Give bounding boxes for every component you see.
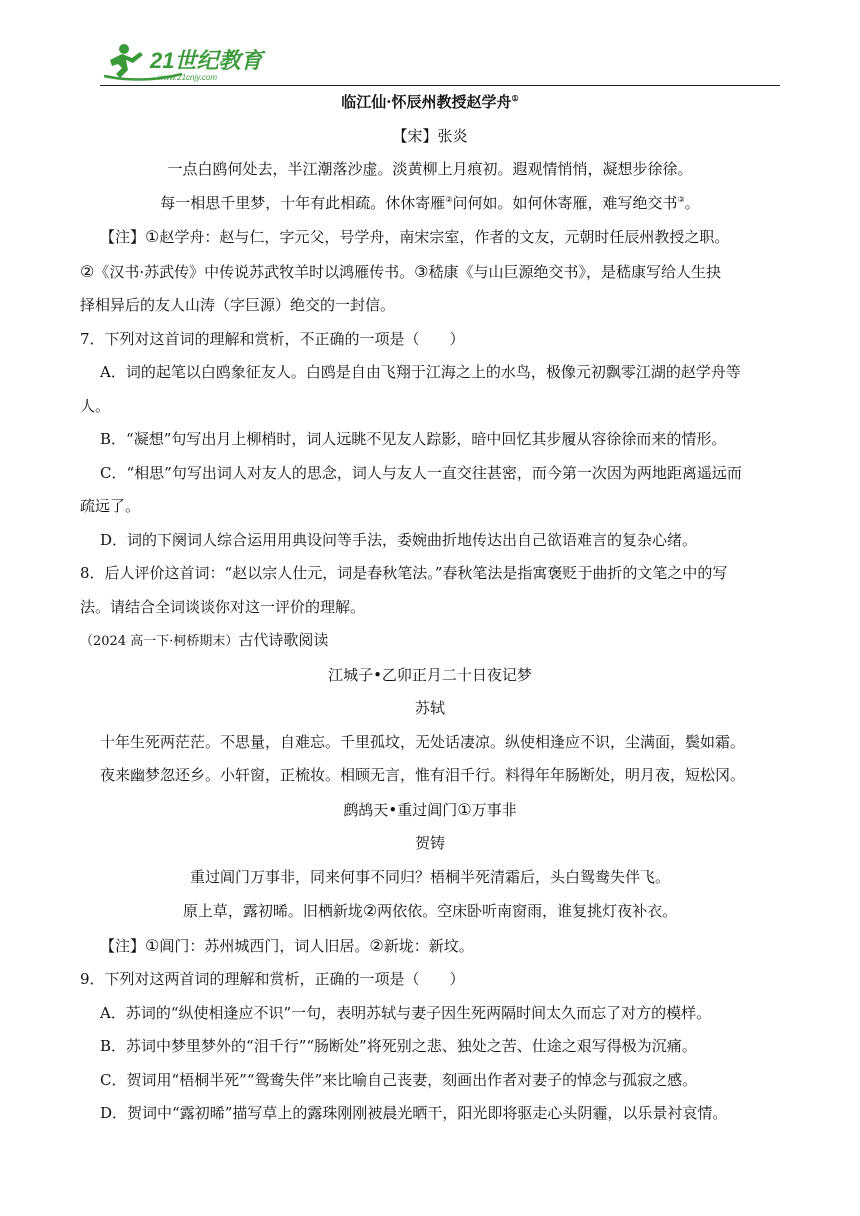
source-text: 古代诗歌阅读	[238, 631, 329, 649]
poem1-title	[80, 86, 780, 120]
q7-option-a-cont: 人。	[80, 396, 111, 415]
question-8-line-2: 法。请结合全词谈谈你对这一评价的理解。	[80, 597, 366, 616]
poem3-note-text-1: 阊门：苏州城西门，词人旧居。	[159, 936, 370, 955]
poem1-line-2-part-c: 。	[684, 193, 700, 212]
poem3-note-marker-2: ②	[369, 935, 384, 955]
poem3-notes	[80, 929, 780, 964]
poem3-title	[80, 793, 780, 828]
q9-option-d: D．贺词中“露初晞”描写草上的露珠刚刚被晨光晒干，阳光即将驱走心头阴霾，以乐景衬哀情。	[100, 1104, 728, 1122]
poem1-line-2	[80, 187, 780, 221]
note-marker-1: ①	[145, 227, 160, 246]
q7-option-b: B．“凝想”句写出月上柳梢时，词人远眺不见友人踪影，暗中回忆其步履从容徐徐而来的情形。	[100, 430, 727, 448]
poem1-author: 【宋】张炎	[392, 126, 468, 145]
q9-option-b: B．苏词中梦里梦外的“泪千行”“肠断处”将死别之悲、独处之苦、仕途之艰写得极为沉痛。	[100, 1037, 697, 1055]
svg-text:www.21cnjy.com: www.21cnjy.com	[158, 73, 217, 82]
runner-logo-icon	[102, 40, 292, 84]
poem3-line-2-part-a: 原上草，露初晞。旧栖新垅	[182, 902, 363, 920]
document-body	[80, 86, 780, 1131]
q7-option-d: D．词的下阕词人综合运用用典设问等手法，委婉曲折地传达出自己欲语难言的复杂心绪。	[100, 530, 698, 549]
note-text-1: 赵学舟：赵与仁，字元父，号学舟，南宋宗室，作者的文友，元朝时任辰州教授之职。	[159, 228, 730, 246]
q7-option-a: A．词的起笔以白鸥象征友人。白鸥是自由飞翔于江海之上的水鸟，极像元初飘零江湖的赵学舟等	[100, 363, 741, 381]
note-text-2: 《汉书·苏武传》中传说苏武牧羊时以鸿雁传书。	[94, 262, 415, 281]
poem3-title-marker: ①	[457, 799, 472, 819]
poem2-title: 江城子•乙卯正月二十日夜记梦	[328, 665, 532, 684]
poem2-line-1: 十年生死两茫茫。不思量，自难忘。千里孤坟，无处话凄凉。纵使相逢应不识，尘满面，鬓如霜。	[100, 732, 746, 751]
poem3-note-label: 【注】	[100, 936, 146, 955]
svg-text:21世纪教育: 21世纪教育	[150, 48, 263, 73]
q7-option-c: C．“相思”句写出词人对友人的思念，词人与友人一直交往甚密，而今第一次因为两地距离遥远而	[100, 463, 742, 482]
note-label: 【注】	[100, 228, 146, 246]
poem3-note-marker-1: ①	[145, 935, 160, 955]
note-text-3: 嵇康《与山巨源绝交书》，是嵇康写给人生抉	[428, 262, 721, 281]
poem1-title-note: ①	[511, 93, 519, 103]
poem1-footnote-ref-2: ②	[445, 194, 453, 204]
poem2-author: 苏轼	[414, 699, 445, 717]
poem3-title-part-b: 万事非	[471, 800, 517, 819]
q9-option-c: C．贺词用“梧桐半死”“鸳鸯失伴”来比喻自己丧妻，刻画出作者对妻子的悼念与孤寂之感。	[100, 1070, 698, 1089]
poem3-line-2	[80, 894, 780, 929]
poem1-note-line-1	[80, 220, 780, 255]
poem3-line-2-marker: ②	[362, 901, 378, 920]
poem1-note-line-3: 择相异后的友人山涛（字巨源）绝交的一封信。	[80, 296, 396, 314]
poem3-line-1: 重过阊门万事非，同来何事不同归？梧桐半死清霜后，头白鸳鸯失伴飞。	[189, 867, 670, 886]
note-marker-2: ②	[80, 261, 95, 281]
question-7-stem: 7．下列对这首词的理解和赏析，不正确的一项是（ ）	[80, 329, 465, 348]
question-9-stem: 9．下列对这两首词的理解和赏析，正确的一项是（ ）	[80, 970, 465, 988]
poem3-title-part-a: 鹧鸪天•重过阊门	[343, 800, 458, 819]
poem1-footnote-ref-3: ③	[677, 194, 685, 204]
poem1-note-line-2	[80, 255, 780, 290]
poem3-author: 贺铸	[414, 834, 445, 852]
q7-option-c-cont: 疏远了。	[80, 497, 141, 515]
poem1-line-2-part-a: 每一相思千里梦，十年有此相疏。休休寄雁	[160, 193, 446, 212]
source-line	[80, 624, 780, 659]
poem1-line-2-part-b: 问何如。如何休寄雁，难写绝交书	[452, 193, 678, 212]
poem1-line-1: 一点白鸥何处去，半江潮落沙虚。淡黄柳上月痕初。遐观情悄悄，凝想步徐徐。	[167, 160, 693, 178]
poem3-line-2-part-b: 两依依。空床卧听南窗雨，谁复挑灯夜补衣。	[377, 902, 678, 920]
note-marker-3: ③	[414, 261, 429, 281]
question-8-line-1: 8．后人评价这首词：“赵以宗人仕元，词是春秋笔法。”春秋笔法是指寓褒贬于曲折的文笔之中的写	[80, 564, 728, 582]
poem3-note-text-2: 新垅：新坟。	[383, 936, 474, 955]
site-logo	[102, 40, 292, 84]
poem1-title-text: 临江仙·怀辰州教授赵学舟	[341, 93, 512, 111]
source-citation: （2024 高一下·柯桥期末）	[80, 634, 239, 649]
poem2-line-2: 夜来幽梦忽还乡。小轩窗，正梳妆。相顾无言，惟有泪千行。料得年年肠断处，明月夜，短松冈。	[100, 766, 746, 784]
page-header	[100, 38, 780, 88]
q9-option-a: A．苏词的“纵使相逢应不识”一句，表明苏轼与妻子因生死两隔时间太久而忘了对方的模样。	[100, 1003, 712, 1022]
